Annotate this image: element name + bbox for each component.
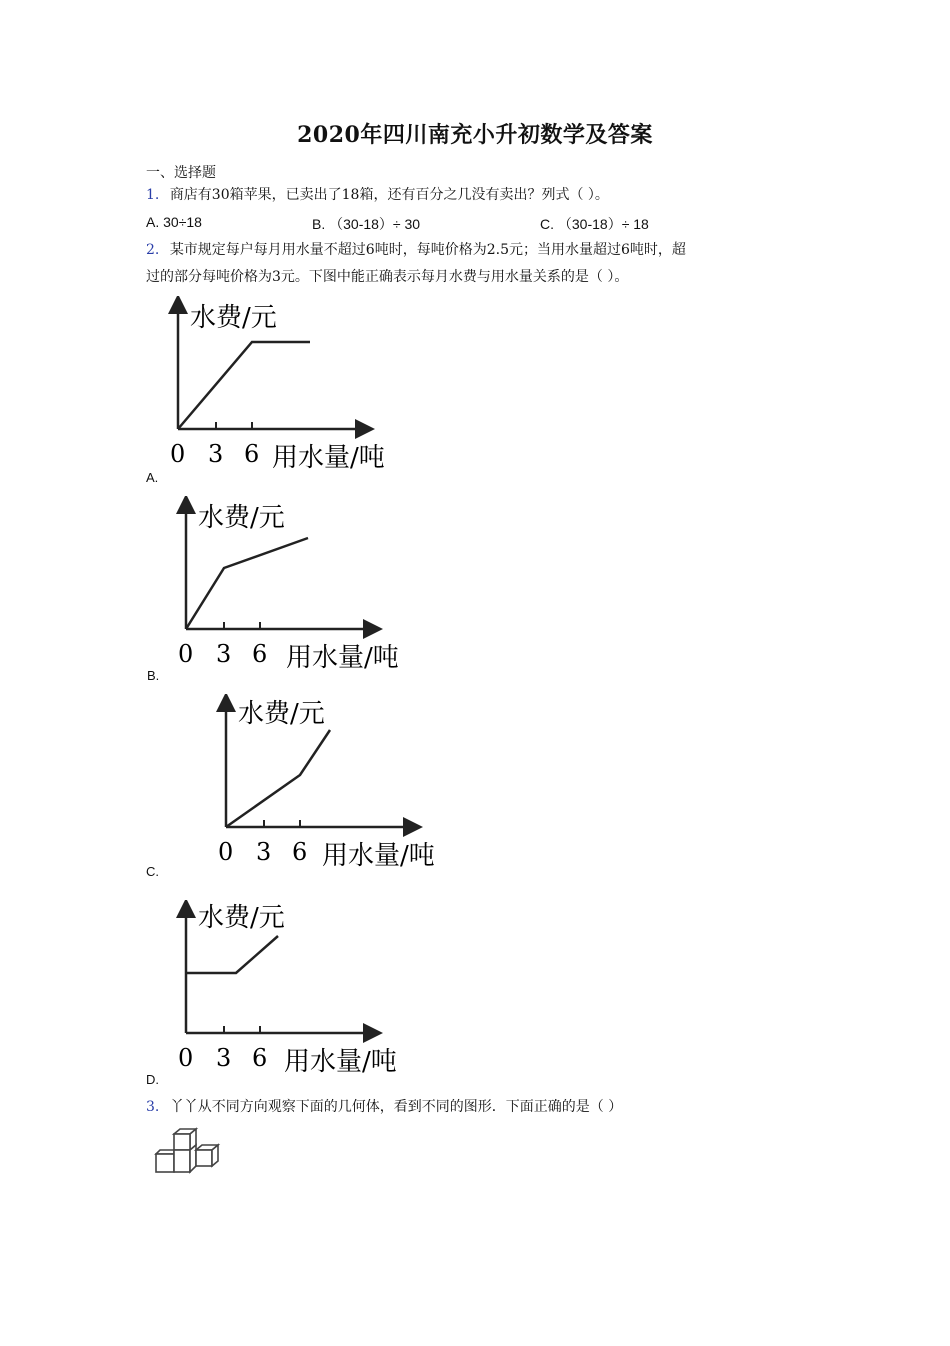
tick-label-0: 0	[170, 440, 186, 468]
x-axis-label: 用水量/吨	[272, 443, 385, 473]
x-axis-label: 用水量/吨	[284, 1047, 397, 1077]
cost-line	[186, 538, 308, 629]
tick-label-0: 0	[218, 838, 234, 866]
question-text: 商店有30箱苹果，已卖出了18箱，还有百分之几没有卖出？列式（ ）。	[169, 187, 609, 203]
graph-option-d	[158, 900, 458, 1080]
q1-option-a: A. 30÷18	[146, 214, 202, 230]
x-axis-label: 用水量/吨	[322, 841, 435, 871]
question-text: 某市规定每户每月用水量不超过6吨时，每吨价格为2.5元；当用水量超过6吨时，超	[169, 242, 686, 258]
y-axis-label: 水费/元	[238, 699, 325, 729]
graph-option-c	[198, 694, 498, 874]
tick-label-6: 6	[252, 640, 268, 668]
cost-line	[178, 342, 310, 429]
question-text: 丫丫从不同方向观察下面的几何体，看到不同的图形．下面正确的是（ ）	[169, 1099, 623, 1115]
section-heading: 一、选择题	[146, 165, 216, 181]
question-number: 1.	[146, 187, 160, 203]
y-axis-label: 水费/元	[198, 503, 285, 533]
tick-label-6: 6	[292, 838, 308, 866]
q1-option-b: B. （30-18）÷ 30	[312, 216, 421, 232]
option-label-a: A.	[146, 470, 159, 485]
tick-label-3: 3	[216, 640, 232, 668]
tick-label-0: 0	[178, 1044, 194, 1072]
y-axis-label: 水费/元	[198, 903, 285, 933]
graph-option-b	[158, 496, 458, 676]
tick-label-3: 3	[208, 440, 224, 468]
y-axis-label: 水费/元	[190, 303, 277, 333]
question-1	[146, 186, 609, 204]
question-3	[146, 1098, 622, 1116]
question-2-line-2: 过的部分每吨价格为3元。下图中能正确表示每月水费与用水量关系的是（ ）。	[146, 269, 629, 285]
question-2-line-1	[146, 241, 686, 259]
tick-label-6: 6	[244, 440, 260, 468]
option-label-d: D.	[146, 1072, 159, 1087]
q1-option-c: C. （30-18）÷ 18	[540, 216, 649, 232]
cube-stack-figure	[150, 1126, 230, 1178]
cost-line	[186, 936, 278, 973]
question-number: 2.	[146, 242, 160, 258]
question-number: 3.	[146, 1099, 160, 1115]
page-title: 2020年四川南充小升初数学及答案	[297, 122, 653, 148]
tick-label-3: 3	[216, 1044, 232, 1072]
cost-line	[226, 730, 330, 827]
option-label-b: B.	[147, 668, 160, 683]
tick-label-6: 6	[252, 1044, 268, 1072]
x-axis-label: 用水量/吨	[286, 643, 399, 673]
tick-label-3: 3	[256, 838, 272, 866]
option-label-c: C.	[146, 864, 159, 879]
tick-label-0: 0	[178, 640, 194, 668]
graph-option-a	[150, 296, 450, 476]
